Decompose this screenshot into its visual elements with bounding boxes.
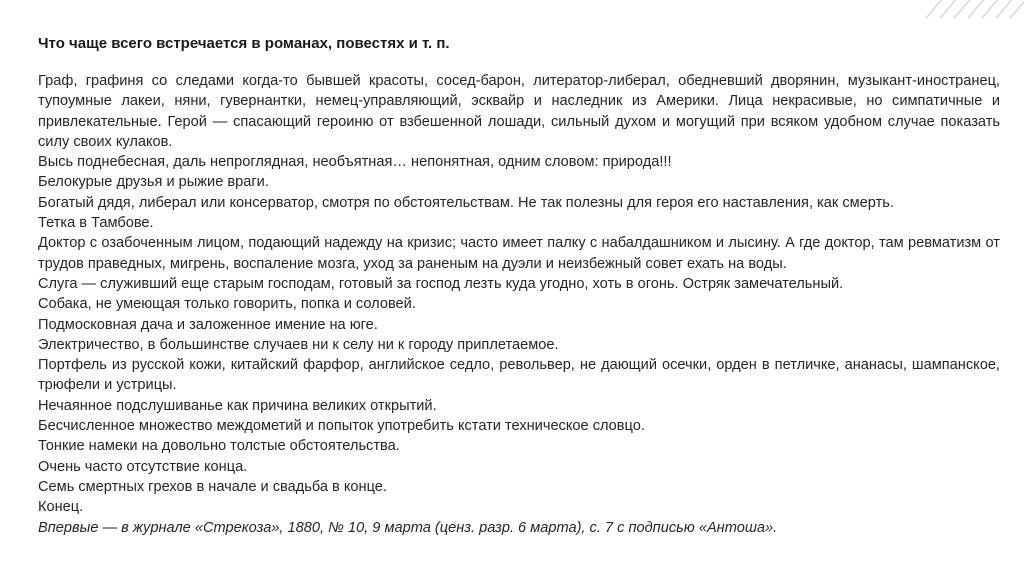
list-line: Очень часто отсутствие конца. xyxy=(38,458,248,475)
list-line: Доктор с озабоченным лицом, подающий надежду на кризис; часто имеет палку с набалдашником и лысину. А где доктор, там ревматизм от трудов праведных, мигрень, воспаление мозга, уход за раненым на дуэли и неизбежный совет ехать на воды. xyxy=(38,235,1000,272)
list-line: Белокурые друзья и рыжие враги. xyxy=(38,174,269,191)
list-line: Электричество, в большинстве случаев ни к селу ни к городу приплетаемое. xyxy=(38,336,559,353)
list-line: Семь смертных грехов в начале и свадьба в конце. xyxy=(38,478,387,495)
publication-credit: Впервые — в журнале «Стрекоза», 1880, № 10, 9 марта (ценз. разр. 6 марта), с. 7 с подписью «Антоша». xyxy=(38,519,778,536)
intro-paragraph: Граф, графиня со следами когда-то бывшей красоты, сосед-барон, литератор-либерал, обедневший дворянин, музыкант-иностранец, тупоумные лакеи, няни, гувернантки, немец-управляющий, эсквайр и наследник из Америки. Лица некрасивые, но симпатичные и привлекательные. Герой — спасающий героиню от взбешенной лошади, сильный духом и могущий при всяком удобном случае показать силу своих кулаков. xyxy=(38,73,1000,150)
slide-title: Что чаще всего встречается в романах, повестях и т. п. xyxy=(38,35,450,52)
slide-content xyxy=(38,34,1000,538)
list-line: Бесчисленное множество междометий и попыток употребить кстати техническое словцо. xyxy=(38,418,645,435)
list-line: Собака, не умеющая только говорить, попка и соловей. xyxy=(38,296,416,313)
list-line: Портфель из русской кожи, китайский фарфор, английское седло, револьвер, не дающий осечки, орден в петличке, ананасы, шампанское, трюфели и устрицы. xyxy=(38,357,1000,394)
list-line: Слуга — служивший еще старым господам, готовый за господ лезть куда угодно, хоть в огонь. Остряк замечательный. xyxy=(38,275,844,292)
list-line: Подмосковная дача и заложенное имение на юге. xyxy=(38,316,378,333)
list-line: Конец. xyxy=(38,499,84,516)
corner-decoration xyxy=(914,0,1024,18)
list-line: Тетка в Тамбове. xyxy=(38,215,154,232)
list-line: Высь поднебесная, даль непроглядная, необъятная… непонятная, одним словом: природа!!! xyxy=(38,154,672,171)
list-line: Богатый дядя, либерал или консерватор, смотря по обстоятельствам. Не так полезны для героя его наставления, как смерть. xyxy=(38,194,894,211)
list-line: Тонкие намеки на довольно толстые обстоятельства. xyxy=(38,438,400,455)
list-line: Нечаянное подслушиванье как причина великих открытий. xyxy=(38,397,437,414)
